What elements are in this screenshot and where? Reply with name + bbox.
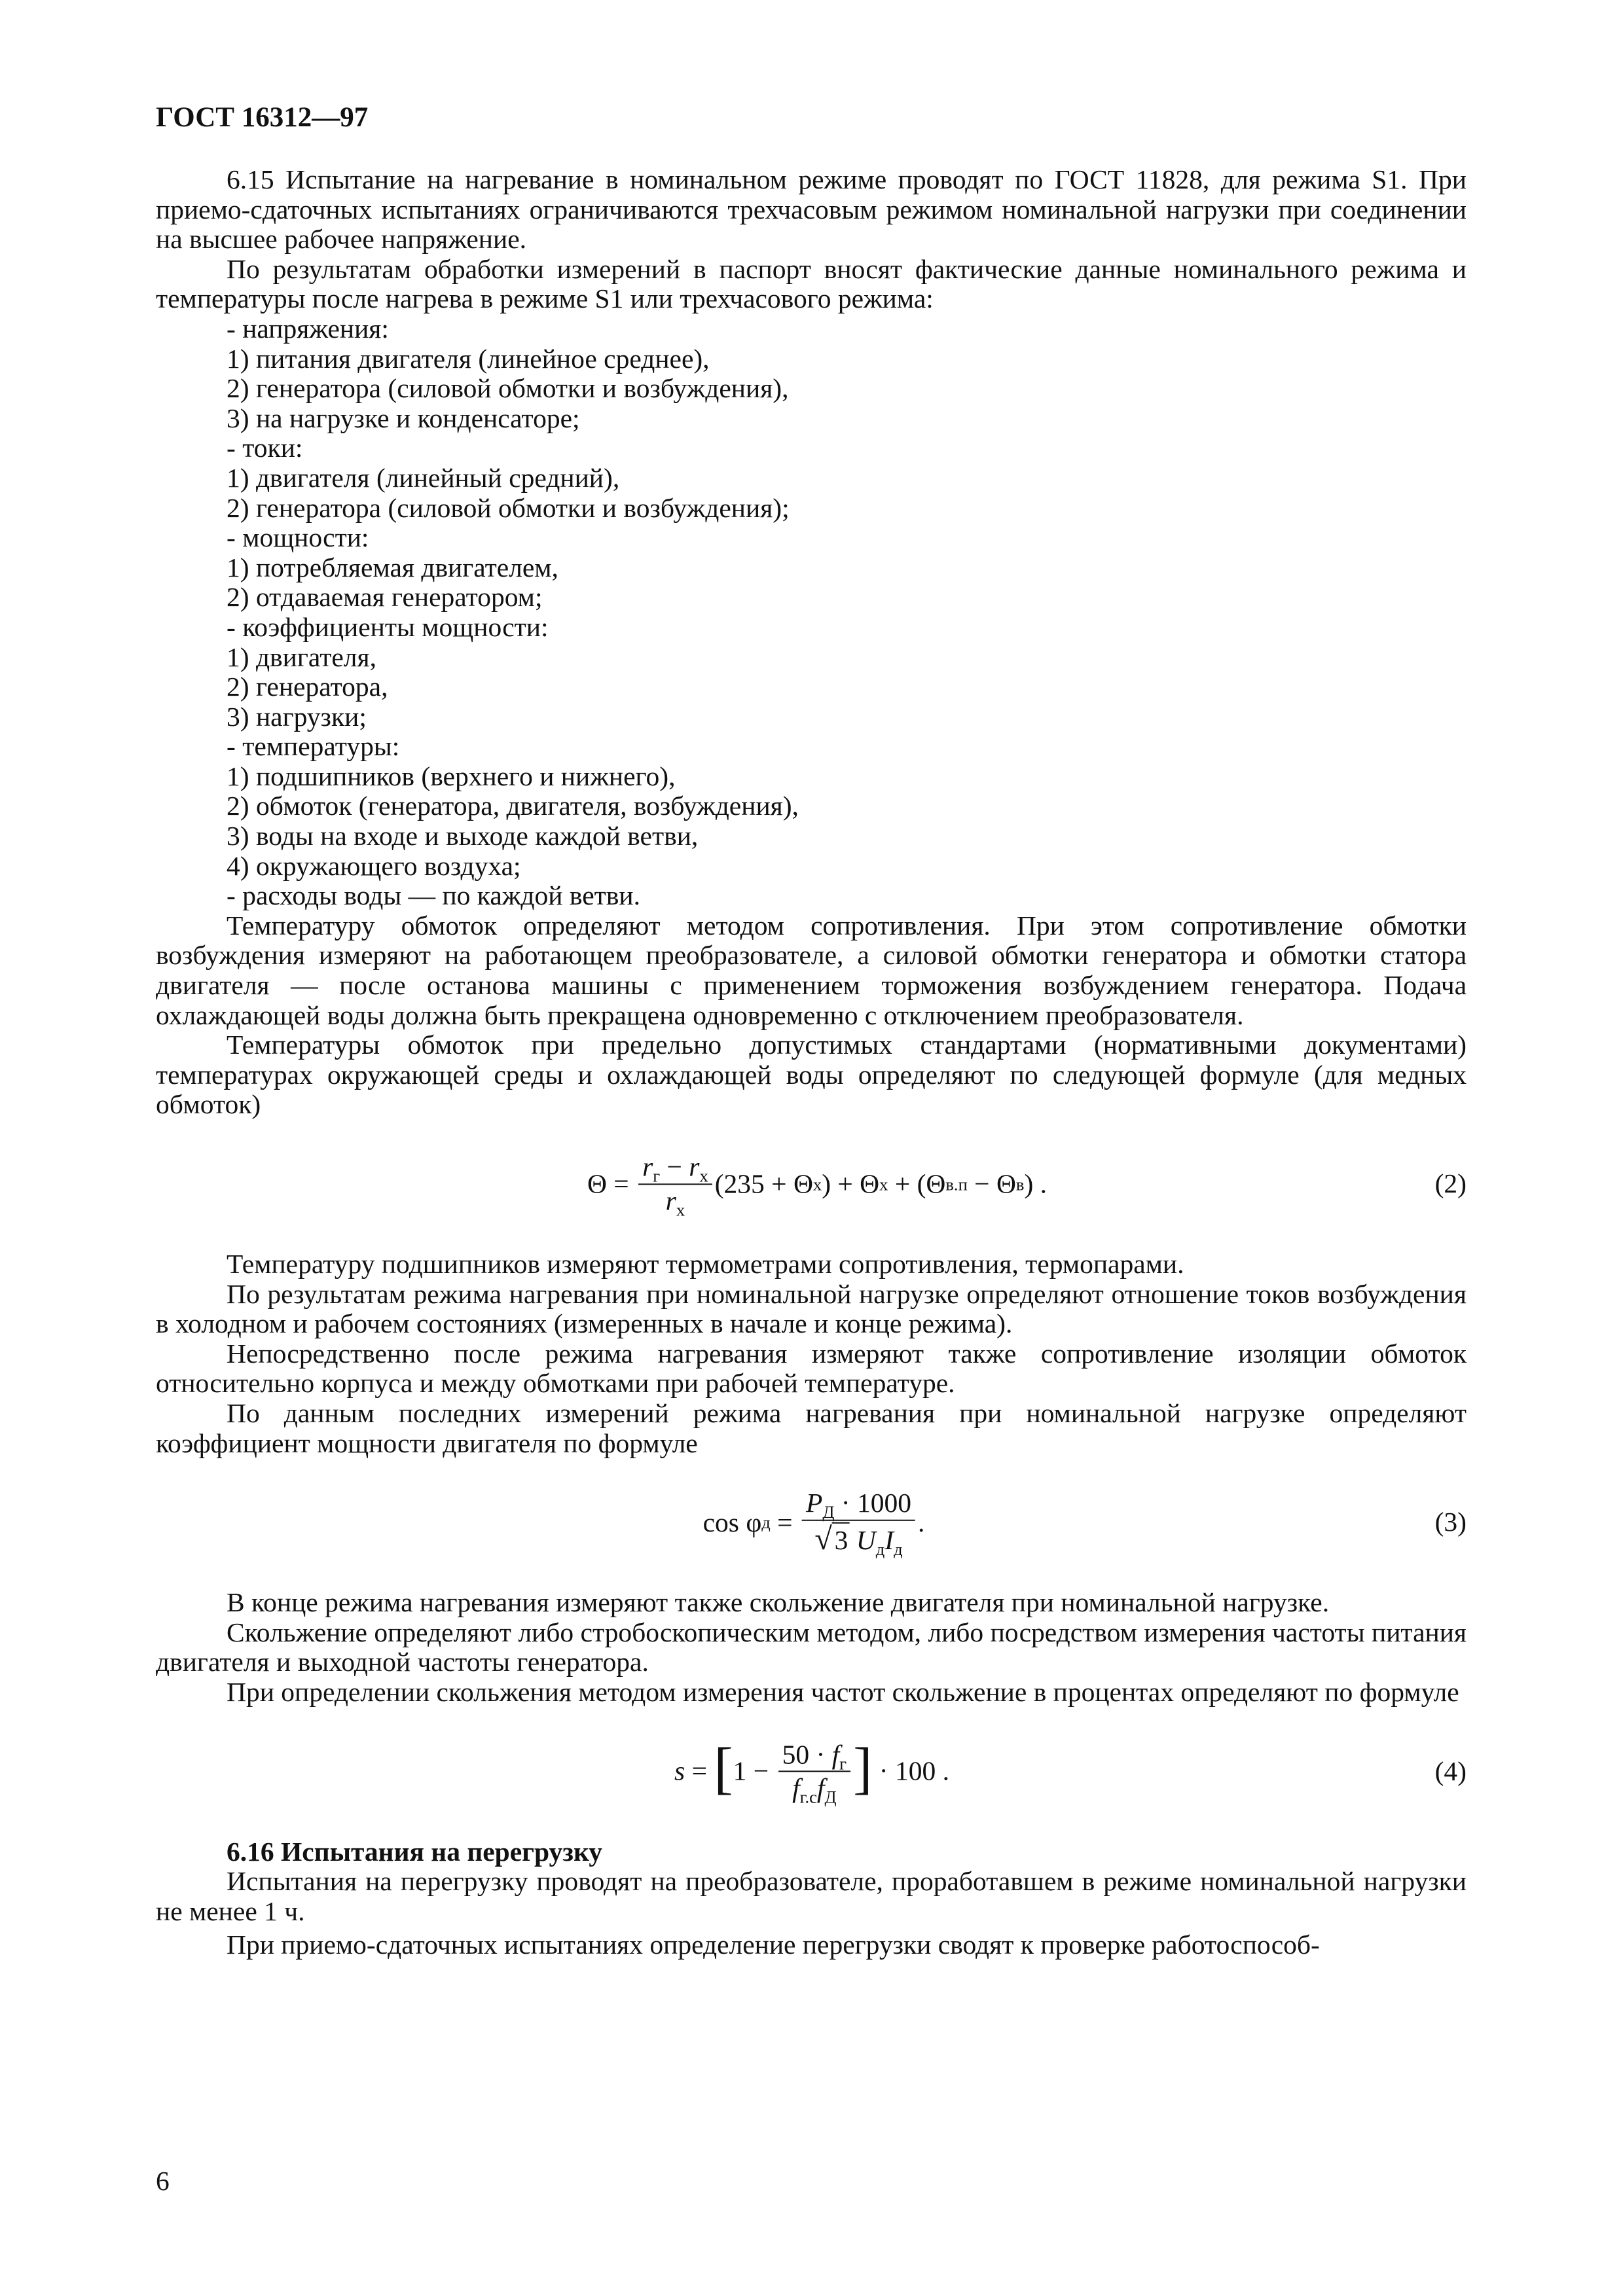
paragraph-results: По результатам обработки измерений в паспорт вносят фактические данные номинального режима и температуры после нагрева в режиме S1 или трехчасового режима:: [156, 253, 1467, 314]
list-item: 1) питания двигателя (линейное среднее),: [227, 343, 710, 374]
list-item: 3) на нагрузке и конденсаторе;: [227, 403, 580, 433]
formula-4-body: s = [ 1 − $\frac{50 \cdot f_г}{f_{г.с}f_Д}$ ] · 100 .: [674, 1736, 949, 1807]
list-item: 1) двигателя,: [227, 641, 376, 672]
paragraph-acceptance: При приемо-сдаточных испытаниях определение перегрузки сводят к проверке работоспособ-: [227, 1929, 1320, 1960]
page-number: 6: [156, 2166, 170, 2196]
paragraph-overload: Испытания на перегрузку проводят на преобразователе, проработавшем в режиме номинальной нагрузки не менее 1 ч.: [156, 1866, 1467, 1926]
formula-4: [156, 1726, 1467, 1818]
list-item: 1) двигателя (линейный средний),: [227, 462, 620, 493]
list-item: - коэффициенты мощности:: [227, 611, 549, 642]
paragraph-6-15: 6.15 Испытание на нагревание в номинальном режиме проводят по ГОСТ 11828, для режима S1. При приемо-сдаточных испытаниях ограничиваются трехчасовым режимом номинальной нагрузки при соединении на высшее рабочее напряжение.: [156, 164, 1467, 255]
paragraph-insulation: Непосредственно после режима нагревания измеряют также сопротивление изоляции обмоток относительно корпуса и между обмотками при рабочей температуре.: [156, 1338, 1467, 1399]
list-item: 1) подшипников (верхнего и нижнего),: [227, 761, 676, 791]
section-heading-6-16: 6.16 Испытания на перегрузку: [227, 1836, 603, 1867]
formula-3-number: (3): [1434, 1507, 1467, 1537]
list-item: 3) воды на входе и выходе каждой ветви,: [227, 821, 699, 852]
formula-2-body: Θ = $\frac{r_г - r_x}{r_x}$ (235 + Θ x ) + Θ x + (Θ в.п − Θ в ) .: [587, 1151, 1048, 1220]
paragraph-ratio: По результатам режима нагревания при номинальной нагрузке определяют отношение токов возбуждения в холодном и рабочем состояниях (измеренных в начале и конце режима).: [156, 1278, 1467, 1339]
formula-3: [156, 1477, 1467, 1568]
paragraph-slip: В конце режима нагревания измеряют также скольжение двигателя при номинальной нагрузке.: [227, 1587, 1330, 1618]
list-item: - расходы воды — по каждой ветви.: [227, 880, 640, 911]
paragraph-formula3-intro: По данным последних измерений режима нагревания при номинальной нагрузке определяют коэффициент мощности двигателя по формуле: [156, 1397, 1467, 1458]
list-item: - напряжения:: [227, 313, 389, 344]
paragraph-windings: Температуру обмоток определяют методом сопротивления. При этом сопротивление обмотки возбуждения измеряют на работающем преобразователе, а силовой обмотки генератора и обмотки статора двигателя — после останова машины с применением торможения возбуждением генератора. Подача охлаждающей воды должна быть прекращена одновременно с отключением преобразователя.: [156, 910, 1467, 1030]
list-item: 2) генератора (силовой обмотки и возбуждения);: [227, 492, 790, 523]
list-item: 2) обмоток (генератора, двигателя, возбуждения),: [227, 791, 799, 821]
paragraph-formula2-intro: Температуры обмоток при предельно допустимых стандартами (нормативными документами) температурах окружающей среды и охлаждающей воды определяют по следующей формуле (для медных обмоток): [156, 1030, 1467, 1120]
formula-2: [156, 1138, 1467, 1230]
formula-4-fraction: $\frac{50 \cdot f_г}{f_{г.с}f_Д}$: [778, 1740, 851, 1803]
list-item: 1) потребляемая двигателем,: [227, 552, 558, 583]
list-item: - токи:: [227, 433, 303, 463]
measurement-list: [156, 314, 1467, 911]
formula-2-fraction: $\frac{r_г - r_x}{r_x}$: [638, 1152, 712, 1215]
paragraph-bearings: Температуру подшипников измеряют термометрами сопротивления, термопарами.: [227, 1249, 1184, 1279]
formula-2-number: (2): [1434, 1168, 1467, 1199]
formula-4-number: (4): [1434, 1755, 1467, 1786]
document-header: ГОСТ 16312—97: [156, 102, 369, 133]
list-item: 2) генератора (силовой обмотки и возбуждения),: [227, 373, 789, 404]
list-item: 2) генератора,: [227, 672, 388, 702]
list-item: - мощности:: [227, 522, 369, 553]
list-item: 4) окружающего воздуха;: [227, 850, 521, 881]
list-item: - температуры:: [227, 731, 400, 762]
list-item: 2) отдаваемая генератором;: [227, 582, 543, 613]
paragraph-slip-method: Скольжение определяют либо стробоскопическим методом, либо посредством измерения частоты питания двигателя и выходной частоты генератора.: [156, 1617, 1467, 1677]
formula-3-body: cos φ д = $\frac{P_Д \cdot 1000}{√3 U_дI_д}$ .: [702, 1487, 925, 1559]
paragraph-formula4-intro: При определении скольжения методом измерения частот скольжение в процентах определяют по формуле: [227, 1676, 1459, 1707]
document-page: [156, 98, 1467, 2225]
list-item: 3) нагрузки;: [227, 701, 367, 732]
formula-3-fraction: $\frac{P_Д \cdot 1000}{√3 U_дI_д}$: [802, 1488, 915, 1556]
body-text: [156, 165, 1467, 1960]
